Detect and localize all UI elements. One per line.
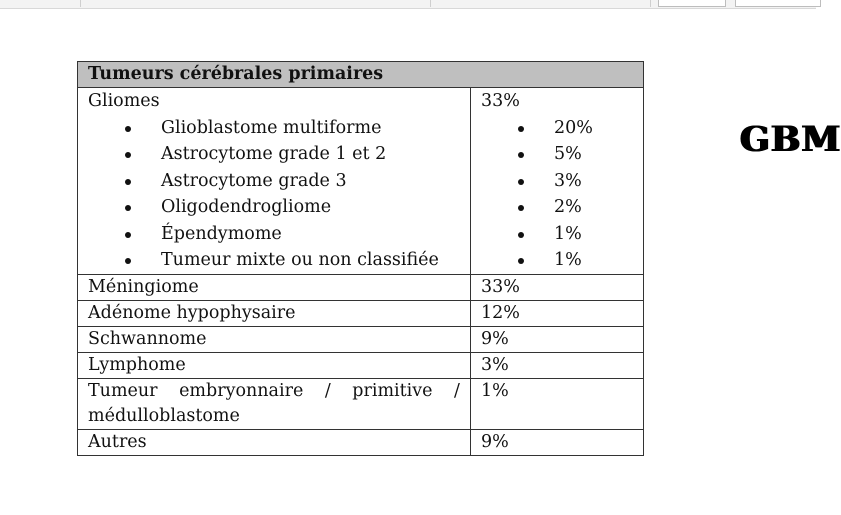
table-row [78,326,644,352]
bullet-icon [125,232,131,238]
row-label: Adénome hypophysaire [78,300,471,326]
row-label: Méningiome [78,274,471,300]
list-item [481,247,633,274]
subtype-value: 1% [554,223,582,244]
table-row [78,429,644,455]
gliomes-value-cell [471,88,644,275]
gliomes-subtype-list [88,115,460,274]
table-row-embryonal [78,378,644,429]
toolbar-segment [80,0,431,7]
window-top-strip [0,0,816,9]
table-row-gliomes [78,88,644,275]
row-value: 33% [471,274,644,300]
table-title: Tumeurs cérébrales primaires [78,62,644,88]
list-item [481,221,633,248]
toolbar-field[interactable] [735,0,821,7]
list-item [88,194,460,221]
label-word: Tumeur [88,380,158,401]
bullet-icon [518,232,524,238]
toolbar-field[interactable] [658,0,726,7]
subtype-label: Tumeur mixte ou non classifiée [161,250,439,270]
row-label: Lymphome [78,352,471,378]
table-header-row [78,62,644,88]
subtype-value: 20% [554,117,593,138]
row-value: 3% [471,352,644,378]
list-item [481,141,633,168]
subtype-label: Astrocytome grade 1 et 2 [161,144,387,164]
bullet-icon [518,179,524,185]
bullet-icon [125,205,131,211]
row-value: 9% [471,429,644,455]
gliomes-subtype-values [481,115,633,274]
subtype-label: Oligodendrogliome [161,197,332,217]
toolbar-segment [0,0,81,7]
table-row [78,300,644,326]
subtype-value: 1% [554,250,582,270]
bullet-icon [125,152,131,158]
gliomes-cell [78,88,471,275]
label-word: primitive [352,380,433,401]
label-word: / [324,380,331,401]
row-label: Schwannome [78,326,471,352]
list-item [88,115,460,142]
table-row [78,352,644,378]
subtype-label: Glioblastome multiforme [161,117,382,138]
list-item [88,168,460,195]
row-label: Autres [78,429,471,455]
list-item [88,247,460,274]
row-value: 12% [471,300,644,326]
gbm-side-label: GBM [740,119,841,160]
subtype-label: Astrocytome grade 3 [161,170,347,191]
row-value: 1% [471,378,644,429]
bullet-icon [518,205,524,211]
bullet-icon [125,126,131,132]
row-value: 9% [471,326,644,352]
gliomes-value: 33% [481,91,520,111]
list-item [88,221,460,248]
label-word: / [454,380,460,401]
embryonal-label-line1 [88,379,460,404]
list-item [481,168,633,195]
table-row [78,274,644,300]
embryonal-label-line2: médulloblastome [88,405,240,426]
subtype-label: Épendymome [161,223,282,244]
bullet-icon [518,152,524,158]
list-item [88,141,460,168]
toolbar-segment [430,0,651,7]
tumor-table [77,61,644,456]
subtype-value: 2% [554,197,582,217]
bullet-icon [125,179,131,185]
label-word: embryonnaire [179,380,304,401]
list-item [481,115,633,142]
bullet-icon [518,126,524,132]
bullet-icon [125,258,131,264]
list-item [481,194,633,221]
embryonal-label-cell [78,378,471,429]
subtype-value: 5% [554,144,582,164]
subtype-value: 3% [554,170,582,191]
gliomes-label: Gliomes [88,91,160,111]
bullet-icon [518,258,524,264]
